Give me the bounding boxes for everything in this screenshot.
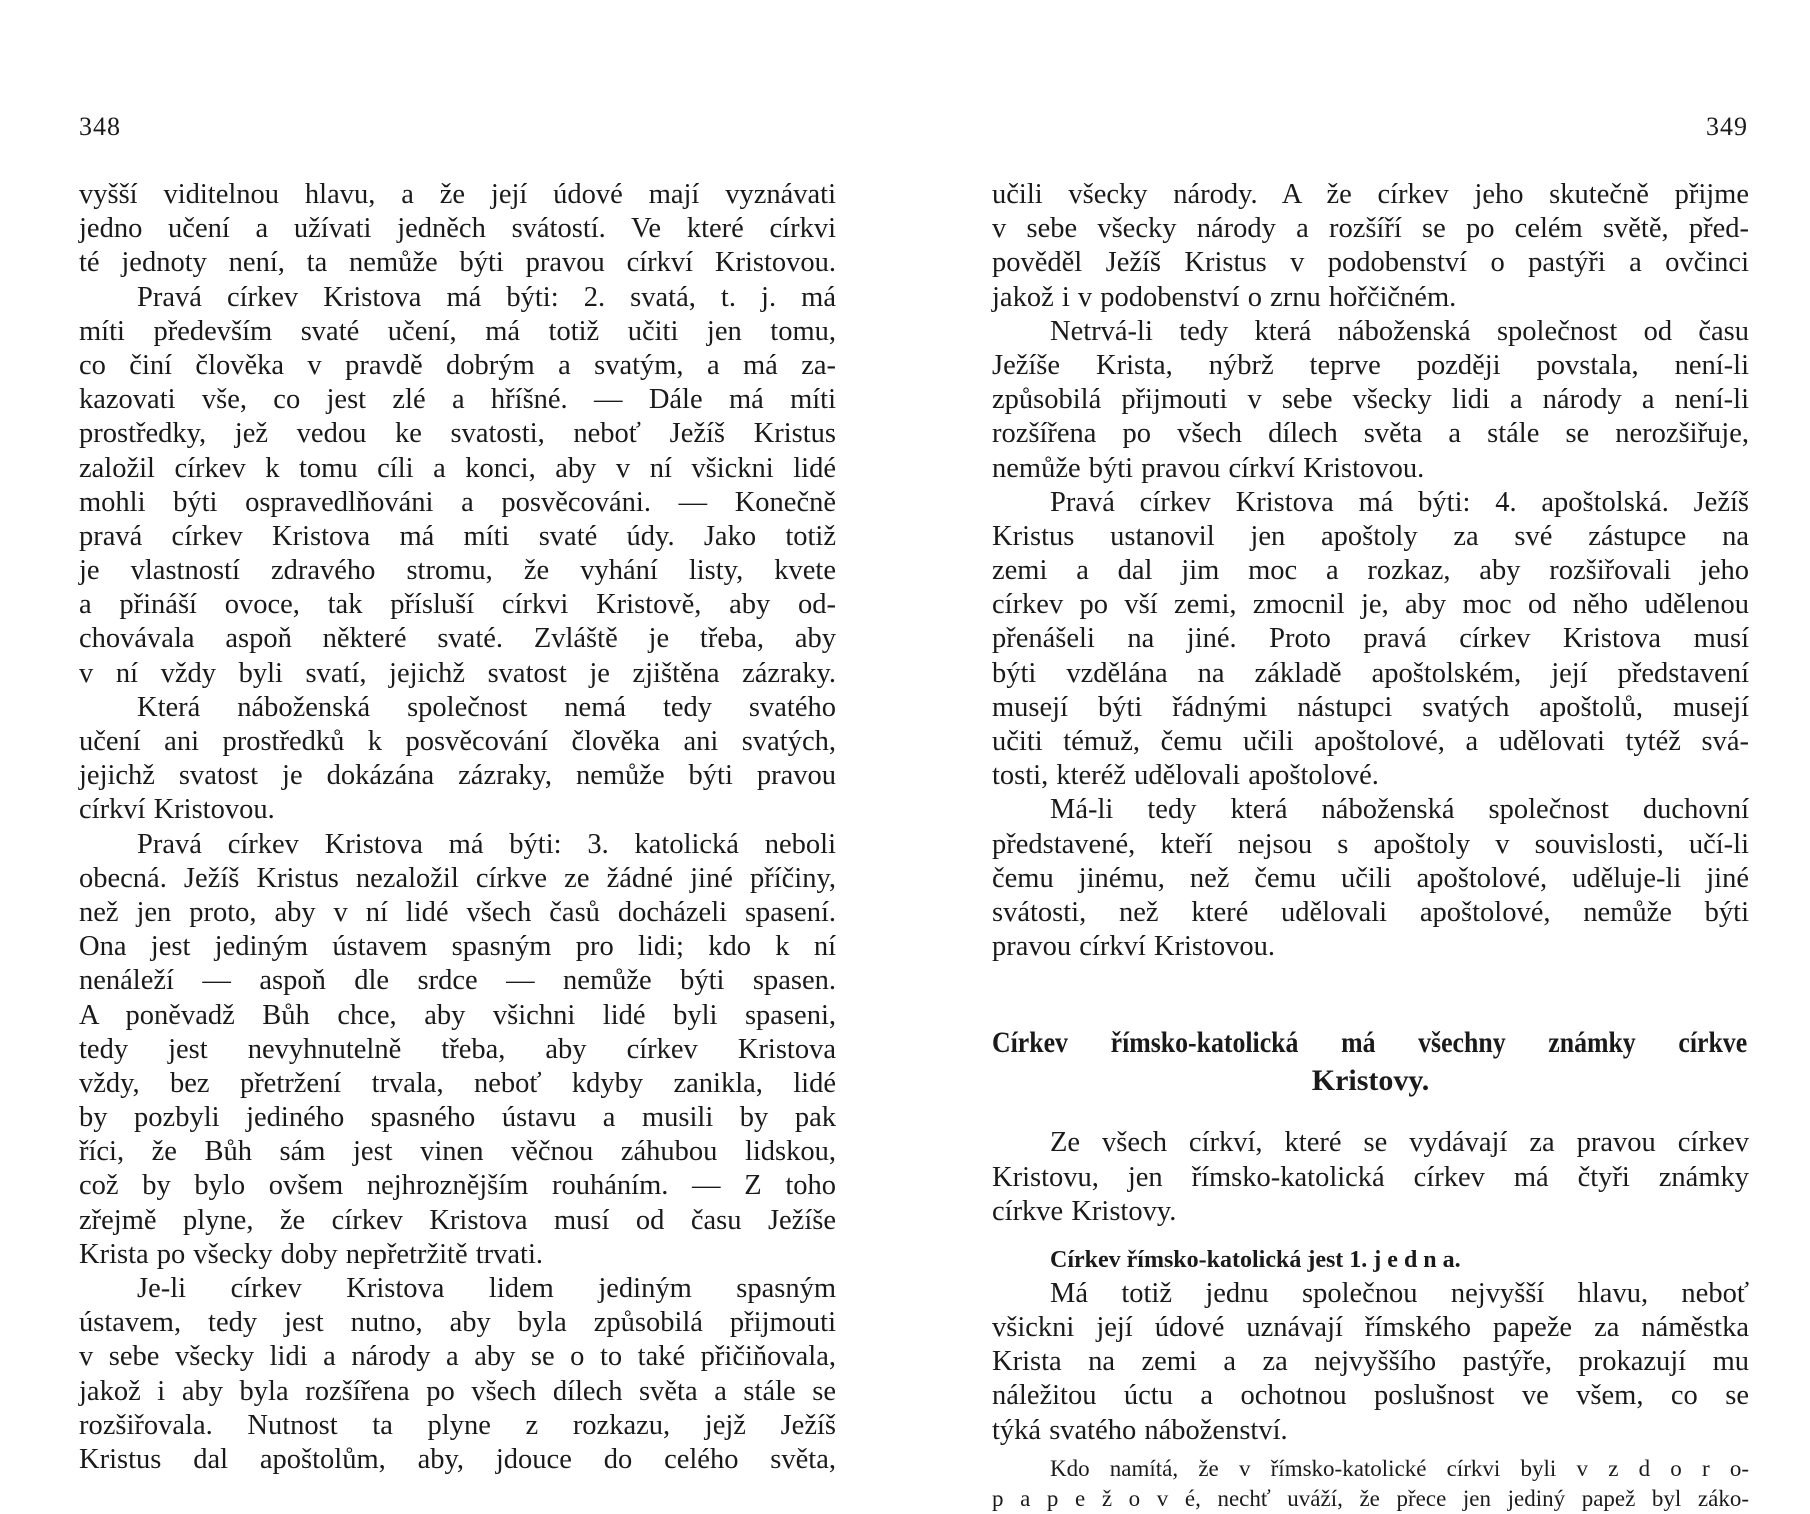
text-line: Ze všech církví, které se vydávají za pravou církev: [1050, 1127, 1749, 1159]
text-line: všickni její údové uznávají římského papeže za náměstka: [992, 1312, 1749, 1344]
text-line: Ježíše Krista, nýbrž teprve později povstala, není-li: [992, 349, 1749, 381]
text-line: nenáleží — aspoň dle srdce — nemůže býti spasen.: [79, 965, 836, 997]
text-line: říci, že Bůh sám jest vinen věčnou záhubou lidskou,: [79, 1136, 836, 1168]
text-line: učiti témuž, čemu učili apoštolové, a udělovati tytéž svá-: [992, 726, 1749, 757]
text-line: obecná. Ježíš Kristus nezaložil církve ze žádné jiné příčiny,: [79, 862, 836, 894]
small-print-line: p a p e ž o v é, nechť uváží, že přece jen jediný papež byl záko-: [992, 1485, 1749, 1511]
text-line: vyšší viditelnou hlavu, a že její údové mají vyznávati: [79, 179, 836, 210]
left-page: [0, 0, 905, 1501]
text-line: Netrvá-li tedy která náboženská společnost od času: [1050, 315, 1749, 347]
text-line: kazovati vše, co jest zlé a hříšné. — Dále má míti: [79, 384, 836, 416]
text-line: pověděl Ježíš Kristus v podobenství o pastýři a ovčinci: [992, 247, 1749, 279]
text-line: církví Kristovou.: [79, 794, 275, 826]
text-line: Kristovu, jen římsko-katolická církev má čtyři známky: [992, 1161, 1749, 1193]
subheading-gap: [992, 1229, 1749, 1243]
text-line: býti vzdělána na základě apoštolském, její představení: [992, 657, 1749, 689]
text-line: svátosti, než které udělovali apoštolové, nemůže býti: [992, 896, 1749, 928]
text-line: zemi a dal jim moc a rozkaz, aby rozšiřovali jeho: [992, 555, 1749, 587]
small-print-line: Kdo namítá, že v římsko-katolické církvi byli v z d o r o-: [1050, 1455, 1749, 1481]
text-line: v sebe všecky lidi a národy a aby se o to také přičiňovala,: [79, 1341, 836, 1373]
text-line: Pravá církev Kristova má býti: 4. apoštolská. Ježíš: [1050, 486, 1749, 518]
section-heading-cont: Kristovy.: [1311, 1064, 1430, 1098]
text-line: nemůže býti pravou církví Kristovou.: [992, 452, 1425, 484]
text-line: týká svatého náboženství.: [992, 1414, 1288, 1446]
text-line: Která náboženská společnost nemá tedy svatého: [137, 691, 836, 723]
text-line: Má totiž jednu společnou nejvyšší hlavu, neboť: [1050, 1277, 1749, 1309]
text-line: učili všecky národy. A že církev jeho skutečně přijme: [992, 179, 1749, 210]
text-line: způsobilá přijmouti v sebe všecky lidi a národy a není-li: [992, 384, 1749, 416]
text-line: zřejmě plyne, že církev Kristova musí od času Ježíše: [79, 1204, 836, 1236]
text-line: Má-li tedy která náboženská společnost duchovní: [1050, 794, 1749, 826]
text-line: než jen proto, aby v ní lidé všech časů docházeli spasení.: [79, 896, 836, 928]
text-line: církve Kristovy.: [992, 1195, 1177, 1227]
section-heading: Církev římsko-katolická má všechny známky církve: [992, 1026, 1748, 1060]
text-line: musejí býti řádnými nástupci svatých apoštolů, musejí: [992, 691, 1749, 723]
text-line: chovávala aspoň některé svaté. Zvláště je třeba, aby: [79, 623, 836, 655]
text-line: ústavem, tedy jest nutno, aby byla způsobilá přijmouti: [79, 1307, 836, 1339]
page-number-right: 349: [1706, 112, 1748, 141]
text-line: založil církev k tomu cíli a konci, aby v ní všickni lidé: [79, 452, 836, 484]
text-line: co činí člověka v pravdě dobrým a svatým, a má za-: [79, 349, 836, 381]
text-line: Kristus dal apoštolům, aby, jdouce do celého světa,: [79, 1443, 836, 1475]
text-line: Kristus ustanovil jen apoštoly za své zástupce na: [992, 520, 1749, 552]
left-text-column: [79, 178, 836, 1477]
right-page: [905, 0, 1810, 1511]
text-line: představené, kteří nejsou s apoštoly v souvislosti, učí-li: [992, 828, 1749, 860]
text-line: pravou církví Kristovou.: [992, 931, 1275, 963]
text-line: učení ani prostředků k posvěcování člověka ani svatých,: [79, 726, 836, 757]
right-text-column: [992, 178, 1749, 1514]
text-line: Krista na zemi a za nejvyššího pastýře, prokazují mu: [992, 1346, 1749, 1378]
heading-gap: [992, 1100, 1749, 1126]
text-line: což by bylo ovšem nejhroznějším rouháním. — Z toho: [79, 1170, 836, 1202]
text-line: pravá církev Kristova má míti svaté údy. Jako totiž: [79, 520, 836, 552]
text-line: Krista po všecky doby nepřetržitě trvati.: [79, 1238, 544, 1270]
text-line: tedy jest nevyhnutelně třeba, aby církev Kristova: [79, 1033, 836, 1065]
text-line: mohli býti ospravedlňováni a posvěcováni. — Konečně: [79, 486, 836, 518]
text-line: míti především svaté učení, má totiž učiti jen tomu,: [79, 315, 836, 347]
text-line: A poněvadž Bůh chce, aby všichni lidé byli spaseni,: [79, 999, 836, 1031]
subheading: Církev římsko-katolická jest 1. j e d n a.: [1050, 1246, 1461, 1273]
text-line: rozšiřovala. Nutnost ta plyne z rozkazu, jejž Ježíš: [79, 1409, 836, 1441]
text-line: a přináší ovoce, tak přísluší církvi Kristově, aby od-: [79, 589, 836, 621]
text-line: Pravá církev Kristova má býti: 3. katolická neboli: [137, 828, 836, 860]
text-line: čemu jinému, než čemu učili apoštolové, uděluje-li jiné: [992, 862, 1749, 894]
text-line: náležitou úctu a ochotnou poslušnost ve všem, co se: [992, 1380, 1749, 1412]
text-line: Ona jest jediným ústavem spasným pro lidi; kdo k ní: [79, 931, 836, 963]
text-line: Pravá církev Kristova má býti: 2. svatá, t. j. má: [137, 281, 836, 313]
section-gap: [992, 964, 1749, 1024]
text-line: prostředky, jež vedou ke svatosti, neboť Ježíš Kristus: [79, 418, 836, 450]
text-line: v sebe všecky národy a rozšíří se po celém světě, před-: [992, 213, 1749, 245]
text-line: jejichž svatost je dokázána zázraky, nemůže býti pravou: [79, 760, 836, 792]
text-line: by pozbyli jediného spasného ústavu a musili by pak: [79, 1102, 836, 1134]
text-line: té jednoty není, ta nemůže býti pravou církví Kristovou.: [79, 247, 836, 279]
text-line: přenášeli na jiné. Proto pravá církev Kristova musí: [992, 623, 1749, 655]
text-line: jakož i v podobenství o zrnu hořčičném.: [992, 281, 1457, 313]
text-line: tosti, kteréž udělovali apoštolové.: [992, 760, 1379, 792]
page-number-left: 348: [79, 112, 121, 141]
text-line: církev po vší zemi, zmocnil je, aby moc od něho udělenou: [992, 589, 1749, 621]
text-line: v ní vždy byli svatí, jejichž svatost je zjištěna zázraky.: [79, 657, 836, 689]
text-line: vždy, bez přetržení trvala, neboť kdyby zanikla, lidé: [79, 1067, 836, 1099]
text-line: Je-li církev Kristova lidem jediným spasným: [137, 1273, 836, 1304]
text-line: rozšířena po všech dílech světa a stále se nerozšiřuje,: [992, 418, 1749, 450]
text-line: jedno učení a užívati jedněch svátostí. Ve které církvi: [79, 213, 836, 245]
text-line: jakož i aby byla rozšířena po všech dílech světa a stále se: [79, 1375, 836, 1407]
text-line: je vlastností zdravého stromu, že vyhání listy, kvete: [79, 555, 836, 587]
